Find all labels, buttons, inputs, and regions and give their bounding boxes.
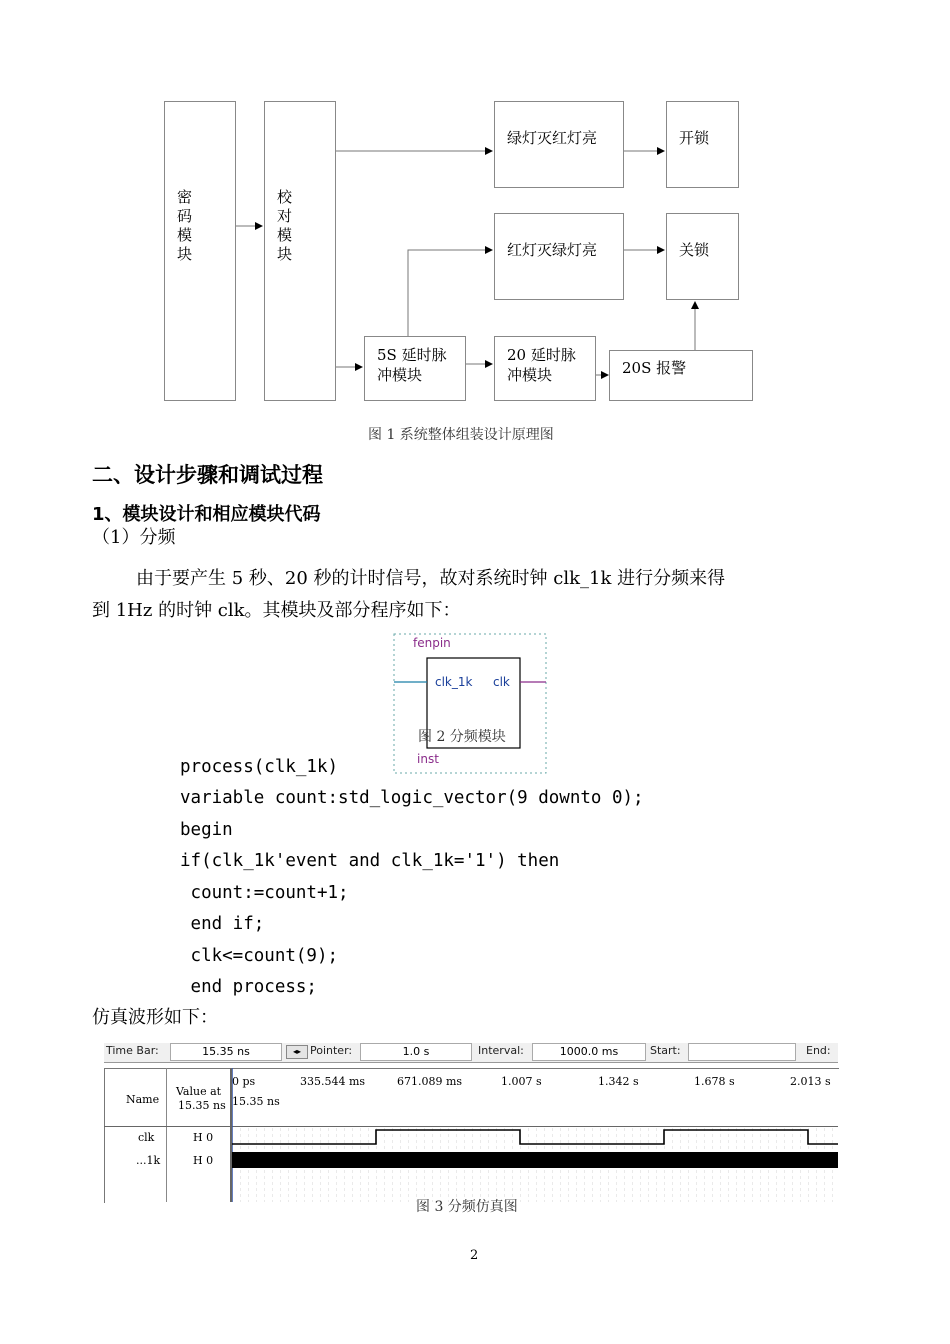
name-column-header: Name bbox=[126, 1093, 160, 1106]
time-tick: 671.089 ms bbox=[397, 1075, 463, 1088]
item-label: （1）分频 bbox=[92, 527, 176, 548]
green-off-red-on-box bbox=[494, 101, 624, 188]
alarm-box bbox=[609, 350, 753, 401]
figure-1-caption: 图 1 系统整体组装设计原理图 bbox=[368, 427, 554, 443]
signal-value: H 0 bbox=[193, 1131, 214, 1144]
signal-name: clk bbox=[138, 1131, 155, 1144]
value-column-header-2: 15.35 ns bbox=[178, 1099, 226, 1112]
waveform-intro: 仿真波形如下： bbox=[92, 1007, 218, 1028]
code-line: process(clk_1k) bbox=[180, 757, 339, 777]
pointer-label: Pointer: bbox=[310, 1044, 353, 1057]
lock-box bbox=[666, 213, 739, 300]
module-input-port: clk_1k bbox=[435, 675, 473, 689]
paragraph-line-1: 由于要产生 5 秒、20 秒的计时信号，故对系统时钟 clk_1k 进行分频来得 bbox=[136, 568, 726, 589]
time-bar-label: Time Bar: bbox=[106, 1044, 159, 1057]
end-label: End: bbox=[806, 1044, 831, 1057]
figure-2-caption: 图 2 分频模块 bbox=[418, 729, 506, 745]
value-column-header-1: Value at bbox=[176, 1085, 222, 1098]
cursor-time-label: 15.35 ns bbox=[232, 1095, 280, 1108]
interval-field: 1000.0 ms bbox=[532, 1043, 646, 1061]
sub-heading: 1、模块设计和相应模块代码 bbox=[92, 504, 321, 525]
code-line: count:=count+1; bbox=[180, 883, 349, 903]
name-column bbox=[104, 1068, 167, 1202]
delay-20s-label: 20 延时脉冲模块 bbox=[507, 346, 576, 384]
module-name: fenpin bbox=[413, 636, 451, 650]
section-heading: 二、设计步骤和调试过程 bbox=[92, 463, 323, 487]
figure-3-caption: 图 3 分频仿真图 bbox=[416, 1199, 518, 1215]
diagram-connectors bbox=[0, 0, 950, 420]
code-line: clk<=count(9); bbox=[180, 946, 339, 966]
time-bar-stepper-icon[interactable]: ◂▸ bbox=[286, 1045, 308, 1059]
module-symbol-graphic bbox=[392, 633, 548, 775]
delay-5s-box bbox=[364, 336, 466, 401]
code-line: end if; bbox=[180, 914, 265, 934]
start-field[interactable] bbox=[688, 1043, 796, 1061]
clk-1k-waveform bbox=[232, 1152, 838, 1168]
module-output-port: clk bbox=[493, 675, 510, 689]
red-off-green-on-box bbox=[494, 213, 624, 300]
time-bar-field[interactable]: 15.35 ns bbox=[170, 1043, 282, 1061]
module-instance: inst bbox=[417, 752, 439, 766]
delay-20s-box bbox=[494, 336, 596, 401]
page-number: 2 bbox=[470, 1248, 479, 1263]
interval-label: Interval: bbox=[478, 1044, 524, 1057]
green-off-red-on-label: 绿灯灭红灯亮 bbox=[507, 129, 598, 147]
lock-label: 关锁 bbox=[679, 241, 710, 259]
time-tick: 0 ps bbox=[232, 1075, 256, 1088]
password-module-box bbox=[164, 101, 236, 401]
unlock-label: 开锁 bbox=[679, 129, 710, 147]
start-label: Start: bbox=[650, 1044, 681, 1057]
signal-value: H 0 bbox=[193, 1154, 214, 1167]
time-tick: 1.678 s bbox=[694, 1075, 735, 1088]
signal-name: ...1k bbox=[136, 1154, 161, 1167]
code-line: end process; bbox=[180, 977, 317, 997]
code-line: begin bbox=[180, 820, 233, 840]
time-tick: 335.544 ms bbox=[300, 1075, 366, 1088]
time-tick: 1.007 s bbox=[501, 1075, 542, 1088]
verify-module-box bbox=[264, 101, 336, 401]
code-line: if(clk_1k'event and clk_1k='1') then bbox=[180, 851, 560, 871]
arrow-delay5-to-red bbox=[408, 250, 492, 336]
pointer-field: 1.0 s bbox=[360, 1043, 472, 1061]
alarm-label: 20S 报警 bbox=[622, 359, 687, 377]
unlock-box bbox=[666, 101, 739, 188]
time-tick: 1.342 s bbox=[598, 1075, 639, 1088]
verify-module-label: 校对模块 bbox=[277, 188, 293, 263]
delay-5s-label: 5S 延时脉冲模块 bbox=[377, 346, 447, 384]
waveform-canvas bbox=[232, 1068, 838, 1202]
paragraph-line-2: 到 1Hz 的时钟 clk。其模块及部分程序如下： bbox=[92, 600, 461, 621]
code-line: variable count:std_logic_vector(9 downto 0); bbox=[180, 788, 644, 808]
password-module-label: 密码模块 bbox=[177, 188, 193, 263]
time-tick: 2.013 s bbox=[790, 1075, 831, 1088]
red-off-green-on-label: 红灯灭绿灯亮 bbox=[507, 241, 598, 259]
